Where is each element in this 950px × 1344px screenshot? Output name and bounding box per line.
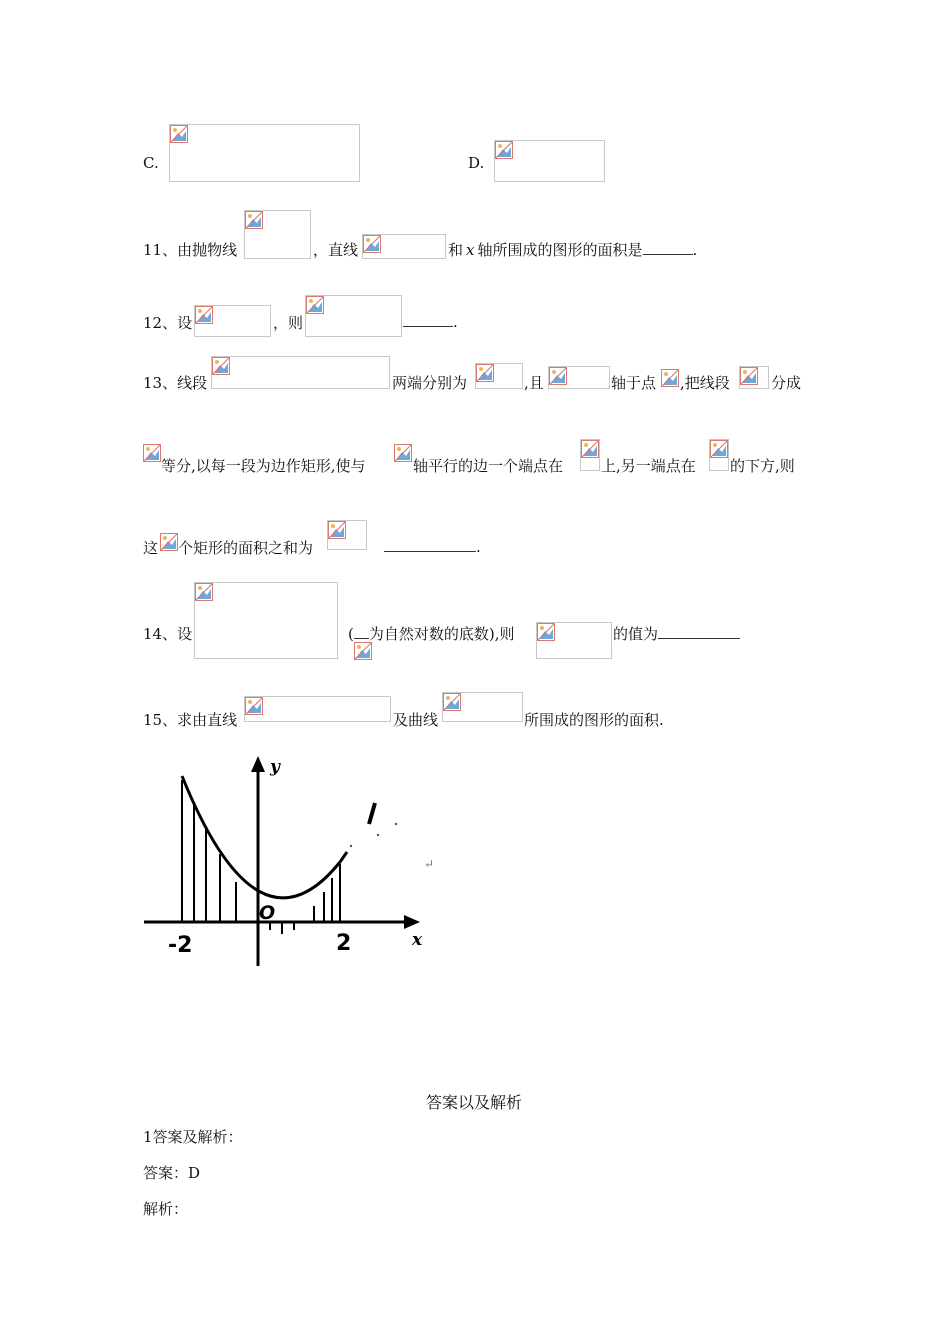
answer-blank (354, 624, 369, 639)
return-mark: ↵ (424, 857, 435, 871)
tick-label-2: 2 (336, 931, 352, 956)
broken-image-icon (476, 364, 494, 382)
question-text: 为自然对数的底数),则 (368, 625, 515, 643)
question-text: 和 (448, 241, 464, 259)
question-text: ( (348, 625, 354, 643)
question-text: ，则 (273, 314, 304, 332)
answers-heading: 答案以及解析 (426, 1093, 523, 1112)
answer-blank (403, 312, 453, 327)
question-text: 的值为 (613, 625, 659, 643)
formula-image (244, 696, 391, 722)
option-d-label: D. (468, 154, 485, 172)
question-text: 设 (177, 314, 193, 332)
broken-image-icon (710, 440, 728, 458)
broken-image-icon (195, 583, 213, 601)
question-text: ,且 (524, 374, 544, 392)
question-text: 两端分别为 (392, 374, 468, 392)
broken-image-icon (443, 693, 461, 711)
stroke-mark (369, 803, 375, 824)
answer-blank (384, 537, 476, 552)
broken-image-icon (245, 697, 263, 715)
period: . (476, 538, 481, 556)
broken-image-icon (740, 367, 758, 385)
answer-blank (643, 240, 693, 255)
x-axis-label: x (412, 930, 423, 950)
broken-image-icon (354, 642, 372, 660)
question-text: 上,另一端点在 (601, 457, 696, 475)
question-number: 14、 (143, 625, 178, 643)
question-text: 等分,以每一段为边作矩形,使与 (161, 457, 366, 475)
broken-image-icon (495, 141, 513, 159)
broken-image-icon (549, 367, 567, 385)
formula-image (194, 582, 338, 659)
broken-image-icon (212, 357, 230, 375)
question-text: 的下方,则 (730, 457, 795, 475)
broken-image-icon (143, 444, 161, 462)
broken-image-icon (328, 521, 346, 539)
question-text: 分成 (771, 374, 802, 392)
origin-label: O (259, 902, 276, 924)
option-c-label: C. (143, 154, 159, 172)
y-axis-label: y (270, 757, 280, 777)
question-text: 求由直线 (177, 711, 238, 729)
question-text: 由抛物线 (177, 241, 238, 259)
question-text: 及曲线 (393, 711, 439, 729)
broken-image-icon (160, 533, 178, 551)
question-text: 所围成的图形的面积. (524, 711, 664, 729)
option-c-formula-image (169, 124, 360, 182)
broken-image-icon (363, 235, 381, 253)
broken-image-icon (195, 306, 213, 324)
question-text: 这 (143, 539, 159, 557)
broken-image-icon (245, 211, 263, 229)
question-text: 轴所围成的图形的面积是 (477, 241, 643, 259)
question-text: ,把线段 (680, 374, 730, 392)
period: . (692, 241, 698, 259)
broken-image-icon (394, 444, 412, 462)
answer-item-title: 1答案及解析： (143, 1128, 243, 1146)
broken-image-icon (537, 623, 555, 641)
question-text: ，直线 (313, 241, 359, 259)
question-text: 轴于点 (611, 374, 657, 392)
question-number: 11、 (143, 241, 178, 259)
question-text: 个矩形的面积之和为 (178, 539, 314, 557)
answer-line: 答案：D (143, 1164, 201, 1182)
question-text: 轴平行的边一个端点在 (413, 457, 564, 475)
period: . (453, 313, 458, 331)
broken-image-icon (306, 296, 324, 314)
question-text: 设 (177, 625, 193, 643)
question-text: 线段 (177, 374, 208, 392)
x-axis-arrow (404, 915, 420, 929)
broken-image-icon (581, 440, 599, 458)
question-number: 12、 (143, 314, 178, 332)
y-axis-arrow (251, 756, 265, 772)
parabola-graph (140, 752, 440, 970)
answer-blank (658, 624, 740, 639)
variable-x: x (466, 241, 475, 259)
question-number: 13、 (143, 374, 178, 392)
question-number: 15、 (143, 711, 178, 729)
formula-image (211, 356, 390, 389)
broken-image-icon (661, 369, 679, 387)
broken-image-icon (170, 125, 188, 143)
analysis-line: 解析： (143, 1200, 189, 1218)
tick-label-neg2: -2 (168, 933, 193, 958)
